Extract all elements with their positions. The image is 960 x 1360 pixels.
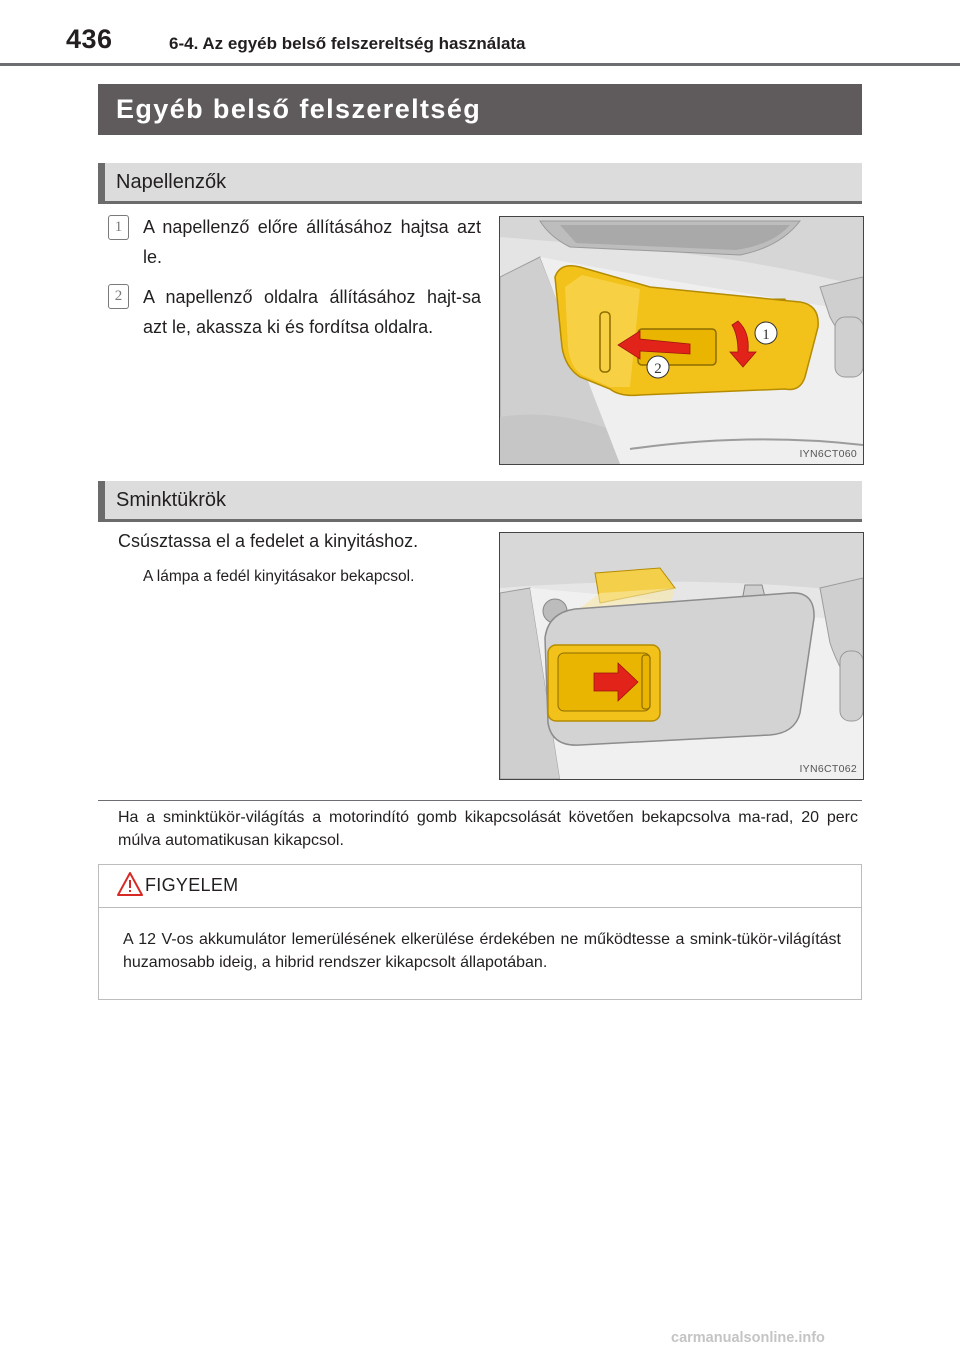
subheading-vanity-mirrors bbox=[98, 481, 862, 522]
step-number-2: 2 bbox=[108, 284, 129, 309]
caution-divider bbox=[99, 907, 861, 908]
subheading-stripe bbox=[98, 481, 105, 522]
section-title: Egyéb belső felszereltség bbox=[116, 94, 482, 124]
callout-1: 1 bbox=[762, 327, 770, 343]
vanity-instruction: Csúsztassa el a fedelet a kinyitáshoz. bbox=[118, 531, 419, 551]
step-text-1: A napellenző előre állításához hajtsa azt le. bbox=[143, 217, 481, 267]
caution-title: FIGYELEM bbox=[145, 875, 239, 895]
vanity-mirror-illustration bbox=[499, 532, 864, 780]
watermark: carmanualsonline.info bbox=[671, 1330, 825, 1346]
subheading-sun-visors bbox=[98, 163, 862, 204]
note-rule bbox=[98, 800, 862, 801]
caution-box bbox=[98, 864, 862, 1000]
figure-code: IYN6CT060 bbox=[799, 448, 857, 460]
step-text-2: A napellenző oldalra állításához hajt-sa azt le, akassza ki és fordítsa oldalra. bbox=[143, 287, 481, 337]
running-title: 6-4. Az egyéb belső felszereltség használata bbox=[169, 34, 526, 53]
caution-text: A 12 V-os akkumulátor lemerülésének elkerülése érdekében ne működtesse a smink-tükör-világítást huzamosabb ideig, a hibrid rendszer kikapcsolt állapotában. bbox=[123, 931, 841, 971]
subheading-stripe bbox=[98, 163, 105, 204]
vanity-lamp-note: A lámpa a fedél kinyitásakor bekapcsol. bbox=[143, 568, 415, 585]
header-rule bbox=[0, 63, 960, 66]
vanity-mirror-drawing bbox=[500, 533, 863, 779]
section-title-banner bbox=[98, 84, 862, 135]
subheading-label: Sminktükrök bbox=[116, 489, 227, 511]
note-text: Ha a sminktükör-világítás a motorindító gomb kikapcsolását követően bekapcsolva ma-rad, 20 perc múlva automatikusan kikapcsol. bbox=[118, 809, 858, 849]
sun-visor-illustration bbox=[499, 216, 864, 465]
sun-visor-drawing bbox=[500, 217, 863, 464]
subheading-label: Napellenzők bbox=[116, 171, 227, 193]
page-number: 436 bbox=[66, 24, 113, 54]
step-number-1: 1 bbox=[108, 215, 129, 240]
warning-triangle-icon bbox=[117, 871, 143, 902]
callout-2: 2 bbox=[654, 361, 662, 377]
figure-code: IYN6CT062 bbox=[799, 763, 857, 775]
